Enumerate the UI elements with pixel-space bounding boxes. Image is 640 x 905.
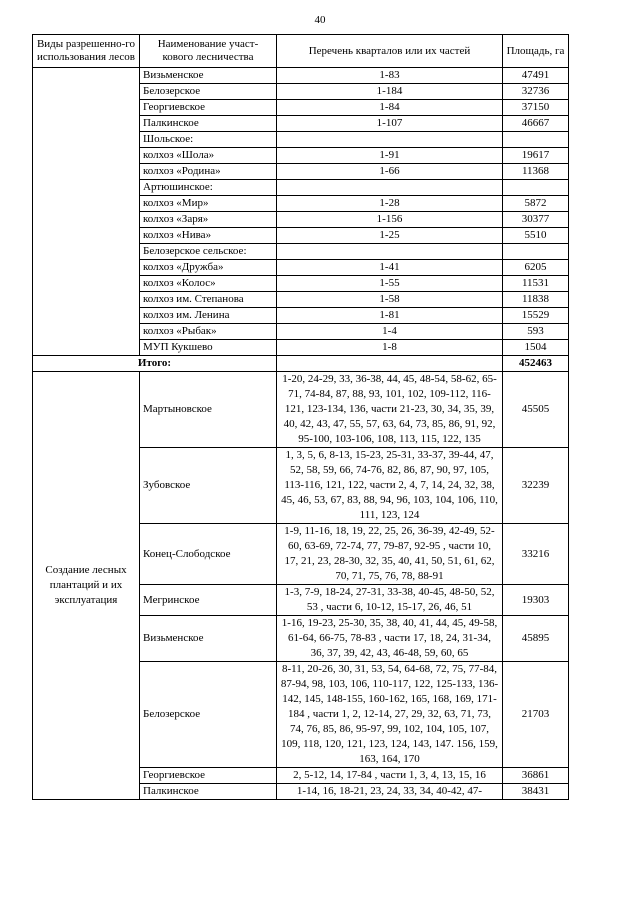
total-empty-cell: [277, 356, 503, 372]
area-value: 21703: [503, 662, 569, 768]
area-value: 5872: [503, 196, 569, 212]
quarters-list: 1-156: [277, 212, 503, 228]
quarters-list: 8-11, 20-26, 30, 31, 53, 54, 64-68, 72, 75, 77-84, 87-94, 98, 103, 106, 110-117, 122, 125-133, 136-142, 145, 148-155, 160-162, 165, 168, 169, 171-184 , части 1, 2, 12-14, 27, 29, 32, 63, 71, 73, 74, 76, 85, 86, 95-97, 99, 102, 104, 105, 107, 109, 118, 120, 121, 123, 124, 143, 147. 156, 159, 163, 164, 170: [277, 662, 503, 768]
forestry-name: Белозерское сельское:: [140, 244, 277, 260]
forestry-name: Зубовское: [140, 448, 277, 524]
quarters-list: 1-25: [277, 228, 503, 244]
quarters-list: 1-55: [277, 276, 503, 292]
quarters-list: [277, 132, 503, 148]
forestry-name: Мегринское: [140, 585, 277, 616]
forestry-name: колхоз им. Ленина: [140, 308, 277, 324]
area-value: 5510: [503, 228, 569, 244]
area-value: 45895: [503, 616, 569, 662]
header-forestry: Наименование участ-кового лесничества: [140, 35, 277, 68]
quarters-list: 1-16, 19-23, 25-30, 35, 38, 40, 41, 44, 45, 49-58, 61-64, 66-75, 78-83 , части 17, 18, 24, 31-34, 36, 37, 39, 42, 43, 46-48, 59, 60, 65: [277, 616, 503, 662]
quarters-list: 1-9, 11-16, 18, 19, 22, 25, 26, 36-39, 42-49, 52-60, 63-69, 72-74, 77, 79-87, 92-95 , части 10, 17, 21, 23, 28-30, 32, 35, 40, 41, 50, 51, 61, 62, 70, 71, 75, 76, 78, 88-91: [277, 524, 503, 585]
forestry-name: Визьменское: [140, 68, 277, 84]
forestry-name: Георгиевское: [140, 768, 277, 784]
forestry-name: Палкинское: [140, 784, 277, 800]
header-quarters: Перечень кварталов или их частей: [277, 35, 503, 68]
forestry-name: Мартыновское: [140, 372, 277, 448]
header-use-type: Виды разрешенно-го использования лесов: [33, 35, 140, 68]
quarters-list: 1-184: [277, 84, 503, 100]
area-value: 1504: [503, 340, 569, 356]
forestry-name: колхоз «Дружба»: [140, 260, 277, 276]
quarters-list: 1-4: [277, 324, 503, 340]
area-value: 36861: [503, 768, 569, 784]
area-value: 32736: [503, 84, 569, 100]
forestry-name: колхоз «Родина»: [140, 164, 277, 180]
forestry-name: Палкинское: [140, 116, 277, 132]
area-value: 11838: [503, 292, 569, 308]
forestry-name: колхоз им. Степанова: [140, 292, 277, 308]
forestry-name: колхоз «Нива»: [140, 228, 277, 244]
table-row: [33, 372, 569, 448]
forestry-name: колхоз «Мир»: [140, 196, 277, 212]
area-value: 19303: [503, 585, 569, 616]
forestry-name: Артюшинское:: [140, 180, 277, 196]
quarters-list: 1, 3, 5, 6, 8-13, 15-23, 25-31, 33-37, 39-44, 47, 52, 58, 59, 66, 74-76, 82, 86, 87, 90, 97, 105, 113-116, 121, 122, части 2, 4, 7, 14, 24, 32, 38, 45, 46, 53, 67, 83, 88, 94, 96, 103, 104, 106, 110, 111, 123, 124: [277, 448, 503, 524]
quarters-list: 1-3, 7-9, 18-24, 27-31, 33-38, 40-45, 48-50, 52, 53 , части 6, 10-12, 15-17, 26, 46, 51: [277, 585, 503, 616]
page-number: 40: [314, 14, 326, 26]
area-value: 11531: [503, 276, 569, 292]
quarters-list: 1-28: [277, 196, 503, 212]
quarters-list: 1-14, 16, 18-21, 23, 24, 33, 34, 40-42, 47-: [277, 784, 503, 800]
area-value: 19617: [503, 148, 569, 164]
forestry-name: колхоз «Шола»: [140, 148, 277, 164]
quarters-list: 1-83: [277, 68, 503, 84]
quarters-list: 1-8: [277, 340, 503, 356]
forestry-name: Белозерское: [140, 662, 277, 768]
forestry-name: Белозерское: [140, 84, 277, 100]
area-value: [503, 180, 569, 196]
section-1-body: [33, 68, 569, 356]
quarters-list: 2, 5-12, 14, 17-84 , части 1, 3, 4, 13, 15, 16: [277, 768, 503, 784]
area-value: 33216: [503, 524, 569, 585]
quarters-list: 1-84: [277, 100, 503, 116]
use-type-plantations: Создание лесных плантаций и их эксплуатация: [33, 372, 140, 800]
forestry-name: Конец-Слободское: [140, 524, 277, 585]
forestry-name: колхоз «Заря»: [140, 212, 277, 228]
section-2-body: [33, 372, 569, 800]
quarters-list: 1-107: [277, 116, 503, 132]
quarters-list: 1-66: [277, 164, 503, 180]
quarters-list: 1-58: [277, 292, 503, 308]
quarters-list: 1-81: [277, 308, 503, 324]
quarters-list: [277, 244, 503, 260]
area-value: 30377: [503, 212, 569, 228]
area-value: 45505: [503, 372, 569, 448]
table-row: [33, 68, 569, 84]
area-value: 47491: [503, 68, 569, 84]
table-header-row: [33, 35, 569, 68]
forestry-name: колхоз «Колос»: [140, 276, 277, 292]
quarters-list: 1-41: [277, 260, 503, 276]
area-value: 38431: [503, 784, 569, 800]
quarters-list: 1-91: [277, 148, 503, 164]
area-value: 46667: [503, 116, 569, 132]
total-label: Итого:: [33, 356, 277, 372]
area-value: 593: [503, 324, 569, 340]
quarters-list: [277, 180, 503, 196]
forestry-name: Визьменское: [140, 616, 277, 662]
forestry-name: колхоз «Рыбак»: [140, 324, 277, 340]
total-value: 452463: [503, 356, 569, 372]
area-value: 32239: [503, 448, 569, 524]
forest-use-table: [32, 34, 569, 800]
forestry-name: МУП Кукшево: [140, 340, 277, 356]
area-value: 37150: [503, 100, 569, 116]
forestry-name: Георгиевское: [140, 100, 277, 116]
use-type-cell-empty: [33, 68, 140, 356]
area-value: [503, 244, 569, 260]
area-value: [503, 132, 569, 148]
area-value: 11368: [503, 164, 569, 180]
area-value: 15529: [503, 308, 569, 324]
total-row: [33, 356, 569, 372]
header-area: Площадь, га: [503, 35, 569, 68]
forestry-name: Шольское:: [140, 132, 277, 148]
quarters-list: 1-20, 24-29, 33, 36-38, 44, 45, 48-54, 58-62, 65-71, 74-84, 87, 88, 93, 101, 102, 109-112, 116-121, 123-134, 136, части 21-23, 30, 34, 35, 39, 40, 42, 43, 47, 55, 57, 63, 64, 73, 85, 86, 91, 92, 95-100, 103-106, 108, 113, 115, 122, 135: [277, 372, 503, 448]
area-value: 6205: [503, 260, 569, 276]
